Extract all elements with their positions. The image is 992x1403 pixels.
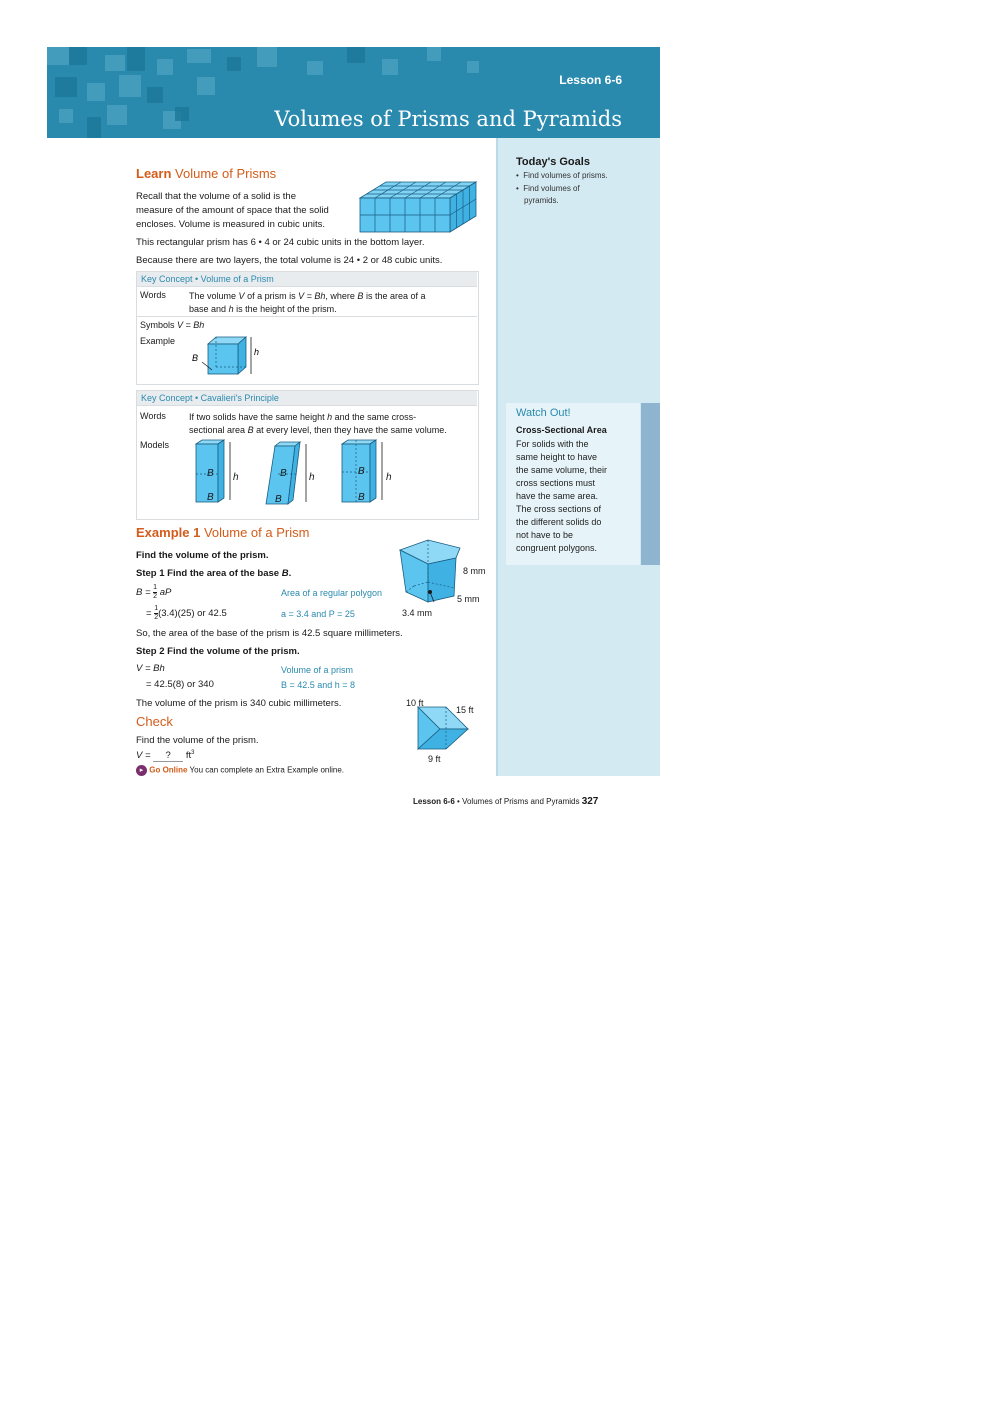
figure-label-15ft: 15 ft: [456, 705, 474, 715]
watch-out-subtitle: Cross-Sectional Area: [516, 425, 607, 435]
models-label: Models: [140, 440, 170, 450]
check-answer-line: V = ? $ft^3$: [136, 750, 195, 762]
step2-heading: Step 2 Find the volume of the prism.: [136, 646, 300, 657]
figure-apothem-label: 3.4 mm: [402, 608, 433, 618]
watch-out-bar: [641, 403, 660, 565]
model1-bottom-base-label: B: [207, 492, 214, 503]
goal-item: • Find volumes of: [516, 184, 580, 193]
model2-top-base-label: B: [280, 468, 287, 479]
check-prompt: Find the volume of the prism.: [136, 735, 259, 746]
figure-label-height: h: [254, 347, 260, 357]
figure-side-label: 5 mm: [457, 594, 480, 604]
step1-heading: Step 1 Find the area of the base B.: [136, 568, 292, 579]
figure-label-10ft: 10 ft: [406, 698, 424, 708]
note-volume-of-prism: Volume of a prism: [281, 665, 354, 675]
cavalieri-models-figure: [190, 436, 410, 508]
equation-volume-formula: V = Bh: [136, 663, 165, 674]
volume-prism-words: The volume V of a prism is V = Bh, where B is the area of a base and h is the height of the prism.: [189, 291, 426, 314]
figure-label-base: B: [192, 353, 199, 363]
pentagonal-prism-figure: [394, 536, 494, 620]
page-title: Volumes of Prisms and Pyramids: [274, 107, 622, 131]
base-area-result: So, the area of the base of the prism is 42.5 square millimeters.: [136, 628, 403, 639]
example-prompt: Find the volume of the prism.: [136, 550, 269, 561]
watch-out-body: For solids with the same height to have the same volume, their cross sections must have the same area. The cross sections of the different solids do not have to be congruent polygons.: [516, 439, 608, 553]
rectangular-prism-cubes-figure: [356, 180, 482, 234]
learn-heading: Learn Volume of Prisms: [136, 166, 277, 181]
model2-bottom-base-label: B: [275, 494, 282, 505]
example-prism-figure: [190, 334, 270, 378]
example-label: Example: [140, 336, 176, 346]
answer-blank[interactable]: ?: [153, 750, 183, 762]
lesson-number: Lesson 6-6: [559, 73, 622, 87]
sidebar-divider: [496, 138, 498, 776]
example-conclusion: The volume of the prism is 340 cubic millimeters.: [136, 698, 342, 709]
learn-intro: Recall that the volume of a solid is the measure of the amount of space that the solid encloses. Volume is measured in cubic units.: [136, 191, 329, 230]
page-footer: Lesson 6-6 • Volumes of Prisms and Pyramids 327: [413, 796, 599, 807]
cavalieri-words: If two solids have the same height h and the same cross- sectional area B at every level, then they have the same volume.: [189, 412, 447, 435]
model1-height-label: h: [233, 472, 239, 483]
go-online-link[interactable]: ▸ Go Online You can complete an Extra Example online.: [136, 765, 344, 776]
model3-bottom-base-label: B: [358, 492, 365, 503]
model2-height-label: h: [309, 472, 315, 483]
goal-item: • Find volumes of prisms.: [516, 171, 608, 180]
model1-top-base-label: B: [207, 468, 214, 479]
example-heading: Example 1 Volume of a Prism: [136, 525, 310, 540]
page-number: 327: [581, 796, 599, 807]
figure-label-9ft: 9 ft: [428, 754, 441, 764]
equation-area-formula: B = $\frac{1}{2}$ aP: [136, 584, 172, 600]
watch-out-title: Watch Out!: [516, 407, 571, 419]
learn-two-layers-text: Because there are two layers, the total volume is 24 • 2 or 48 cubic units.: [136, 255, 443, 266]
words-label: Words: [140, 290, 166, 300]
symbols-row: Symbols V = Bh: [140, 320, 205, 330]
go-online-icon: ▸: [136, 765, 147, 776]
figure-height-label: 8 mm: [463, 566, 486, 576]
note-substitution-values: a = 3.4 and P = 25: [281, 609, 355, 619]
equation-volume-result: = 42.5(8) or 340: [146, 679, 214, 690]
triangular-prism-figure: [402, 695, 482, 767]
goal-item-continued: pyramids.: [524, 196, 559, 205]
equation-area-substitution: = $\frac{1}{2}$ (3.4)(25) or 42.5: [146, 605, 227, 621]
check-heading: Check: [136, 714, 173, 729]
key-concept-volume-header: Key Concept • Volume of a Prism: [137, 272, 477, 286]
key-concept-cavalieri-header: Key Concept • Cavalieri's Principle: [137, 391, 477, 405]
note-area-regular-polygon: Area of a regular polygon: [281, 588, 383, 598]
model3-top-base-label: B: [358, 466, 365, 477]
note-volume-values: B = 42.5 and h = 8: [281, 680, 356, 690]
words-label: Words: [140, 411, 166, 421]
goals-title: Today's Goals: [516, 156, 590, 168]
model3-height-label: h: [386, 472, 392, 483]
lesson-banner: [47, 47, 660, 138]
learn-bottom-layer-text: This rectangular prism has 6 • 4 or 24 cubic units in the bottom layer.: [136, 237, 425, 248]
